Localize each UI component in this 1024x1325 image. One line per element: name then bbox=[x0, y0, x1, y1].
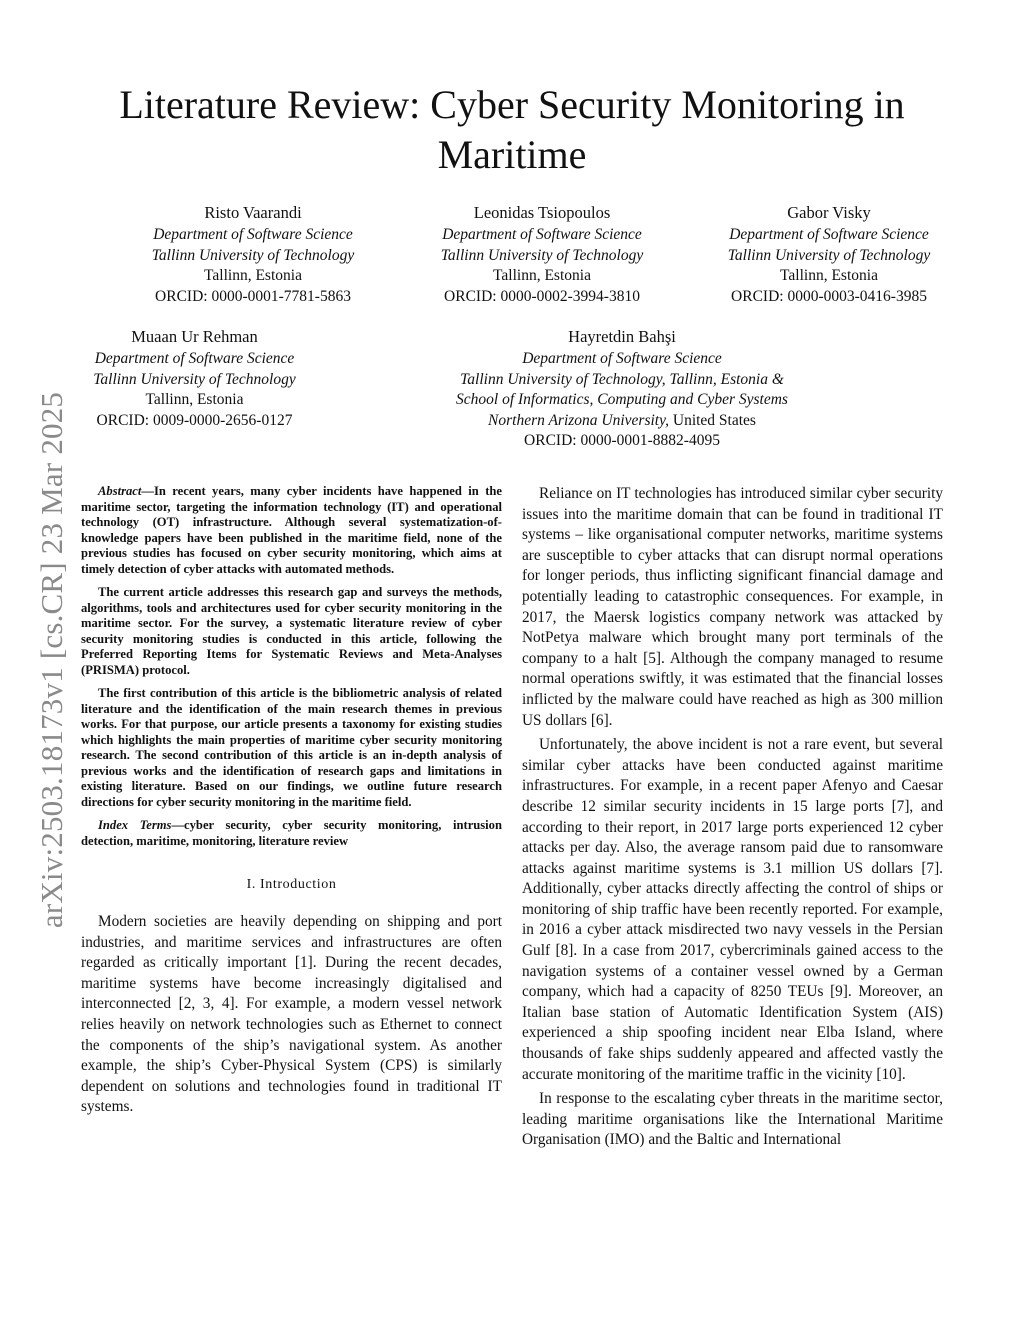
author-department: Department of Software Science bbox=[729, 226, 929, 243]
author-location: Tallinn, Estonia bbox=[780, 267, 878, 284]
body-paragraph: In response to the escalating cyber threats in the maritime sector, leading maritime organisations like the International Maritime Organisation (IMO) and the Baltic and International bbox=[522, 1090, 943, 1149]
body-paragraph: Modern societies are heavily depending on shipping and port industries, and maritime services and infrastructures are often regarded as critically important [1]. During the recent decades, maritime systems have become increasingly digitalised and interconnected [2, 3, 4]. For example, a modern vessel network relies heavily on network technologies such as Ethernet to connect the components of the ship’s navigational system. As another example, the ship’s Cyber-Physical System (CPS) is similarly dependent on solutions and technologies found in traditional IT systems. bbox=[81, 913, 502, 1116]
abstract-paragraph bbox=[81, 484, 502, 577]
left-column bbox=[81, 484, 502, 1122]
author-affiliation-line: School of Informatics, Computing and Cyber Systems bbox=[456, 391, 788, 408]
author-block bbox=[704, 201, 954, 307]
abstract-text: —In recent years, many cyber incidents have happened in the maritime sector, targeting the information technology (IT) and operational technology (OT) infrastructure. Although several systematization-of-knowledge papers have been published in the maritime field, none of the previous studies has focused on cyber security monitoring, which aims at timely detection of cyber attacks with automated methods. bbox=[81, 484, 502, 576]
arxiv-identifier: arXiv:2503.18173v1 [cs.CR] 23 Mar 2025 bbox=[34, 391, 69, 929]
author-name: Hayretdin Bahşi bbox=[568, 327, 676, 346]
author-department: Department of Software Science bbox=[94, 350, 295, 367]
author-block bbox=[416, 201, 668, 307]
index-terms-label: Index Terms bbox=[98, 818, 172, 832]
right-column bbox=[522, 484, 943, 1155]
author-affiliation-line: Tallinn University of Technology, Tallinn, Estonia & bbox=[460, 370, 784, 388]
body-paragraph: Reliance on IT technologies has introduced similar cyber security issues into the maritime domain that can be found in traditional IT systems – like organisational computer networks, maritime systems are susceptible to cyber attacks that can disrupt normal operations for longer periods, thus inflicting significant financial damage and potentially leading to catastrophic consequences. For example, in 2017, the Maersk logistics company network was attacked by NotPetya malware which brought many port terminals of the company to a halt [5]. Although the company managed to resume normal operations swiftly, it was estimated that the financial losses inflicted by the malware could have reached as high as 300 million US dollars [6]. bbox=[522, 485, 943, 729]
author-affiliation-line bbox=[417, 411, 827, 432]
author-block bbox=[128, 201, 378, 307]
author-location: Tallinn, Estonia bbox=[204, 267, 302, 284]
author-block bbox=[417, 325, 827, 452]
author-name: Leonidas Tsiopoulos bbox=[473, 203, 611, 222]
index-terms bbox=[81, 818, 502, 849]
author-name: Gabor Visky bbox=[787, 203, 871, 222]
author-orcid: ORCID: 0009-0000-2656-0127 bbox=[96, 411, 293, 429]
author-affiliation-university: Northern Arizona University, bbox=[488, 411, 669, 429]
author-orcid: ORCID: 0000-0001-7781-5863 bbox=[155, 287, 351, 305]
abstract-paragraph: The current article addresses this research gap and surveys the methods, algorithms, tools and architectures used for cyber security monitoring in the maritime sector. For the survey, a systematic literature review of cyber security monitoring studies is conducted in this article, following the Preferred Reporting Items for Systematic Reviews and Meta-Analyses (PRISMA) protocol. bbox=[81, 585, 502, 677]
author-location: Tallinn, Estonia bbox=[493, 267, 591, 284]
index-terms-text: —cyber security, cyber security monitoring, intrusion detection, maritime, monitoring, literature review bbox=[81, 818, 502, 848]
author-department: Department of Software Science bbox=[153, 226, 353, 243]
author-university: Tallinn University of Technology bbox=[440, 246, 644, 264]
author-department: Department of Software Science bbox=[522, 350, 722, 367]
author-university: Tallinn University of Technology bbox=[93, 370, 296, 388]
author-location: Tallinn, Estonia bbox=[145, 391, 244, 408]
author-orcid: ORCID: 0000-0003-0416-3985 bbox=[731, 287, 927, 305]
author-department: Department of Software Science bbox=[442, 226, 642, 243]
author-university: Tallinn University of Technology bbox=[727, 246, 931, 264]
author-block bbox=[72, 325, 317, 431]
author-affiliation-country: United States bbox=[669, 411, 756, 429]
paper-title: Literature Review: Cyber Security Monitoring in Maritime bbox=[119, 82, 905, 177]
body-paragraph: Unfortunately, the above incident is not a rare event, but several similar cyber attacks have been conducted against maritime infrastructures. For example, in a recent paper Afenyo and Caesar describe 12 similar security incidents in 15 large ports [7], and according to their report, in 2017 large ports experienced 12 cyber attacks per day. Also, the average ransom paid due to ransomware attacks against maritime systems is 3.1 million US dollars [7]. Additionally, cyber attacks directly affecting the control of ships or monitoring of ship traffic have been recently reported. For example, in 2016 a cyber attack misdirected two navy vessels in the Persian Gulf [8]. In a case from 2017, cybercriminals gained access to the navigation systems of a container vessel owned by a German company, which had a capacity of 8250 TEUs [9]. Moreover, an Italian base station of Automatic Identification System (AIS) experienced a ship spoofing incident near Elba Island, where thousands of fake ships suddenly appeared and affected vastly the accurate monitoring of the maritime traffic in the vicinity [10]. bbox=[522, 736, 943, 1083]
author-orcid: ORCID: 0000-0002-3994-3810 bbox=[444, 287, 640, 305]
author-orcid: ORCID: 0000-0001-8882-4095 bbox=[524, 432, 720, 449]
author-university: Tallinn University of Technology bbox=[151, 246, 355, 264]
abstract-label: Abstract bbox=[98, 484, 142, 498]
author-name: Muaan Ur Rehman bbox=[131, 327, 258, 346]
abstract-paragraph: The first contribution of this article is the bibliometric analysis of related literature and the identification of the main research themes in previous works. For that purpose, our article presents a taxonomy for existing studies which highlights the main properties of maritime cyber security monitoring research. The second contribution of this article is an in-depth analysis of previous works and the identification of research gaps and limitations in existing literature. Based on our findings, we outline future research directions for cyber security monitoring in the maritime field. bbox=[81, 686, 502, 809]
section-heading: I. Introduction bbox=[246, 877, 337, 892]
author-name: Risto Vaarandi bbox=[204, 203, 302, 222]
